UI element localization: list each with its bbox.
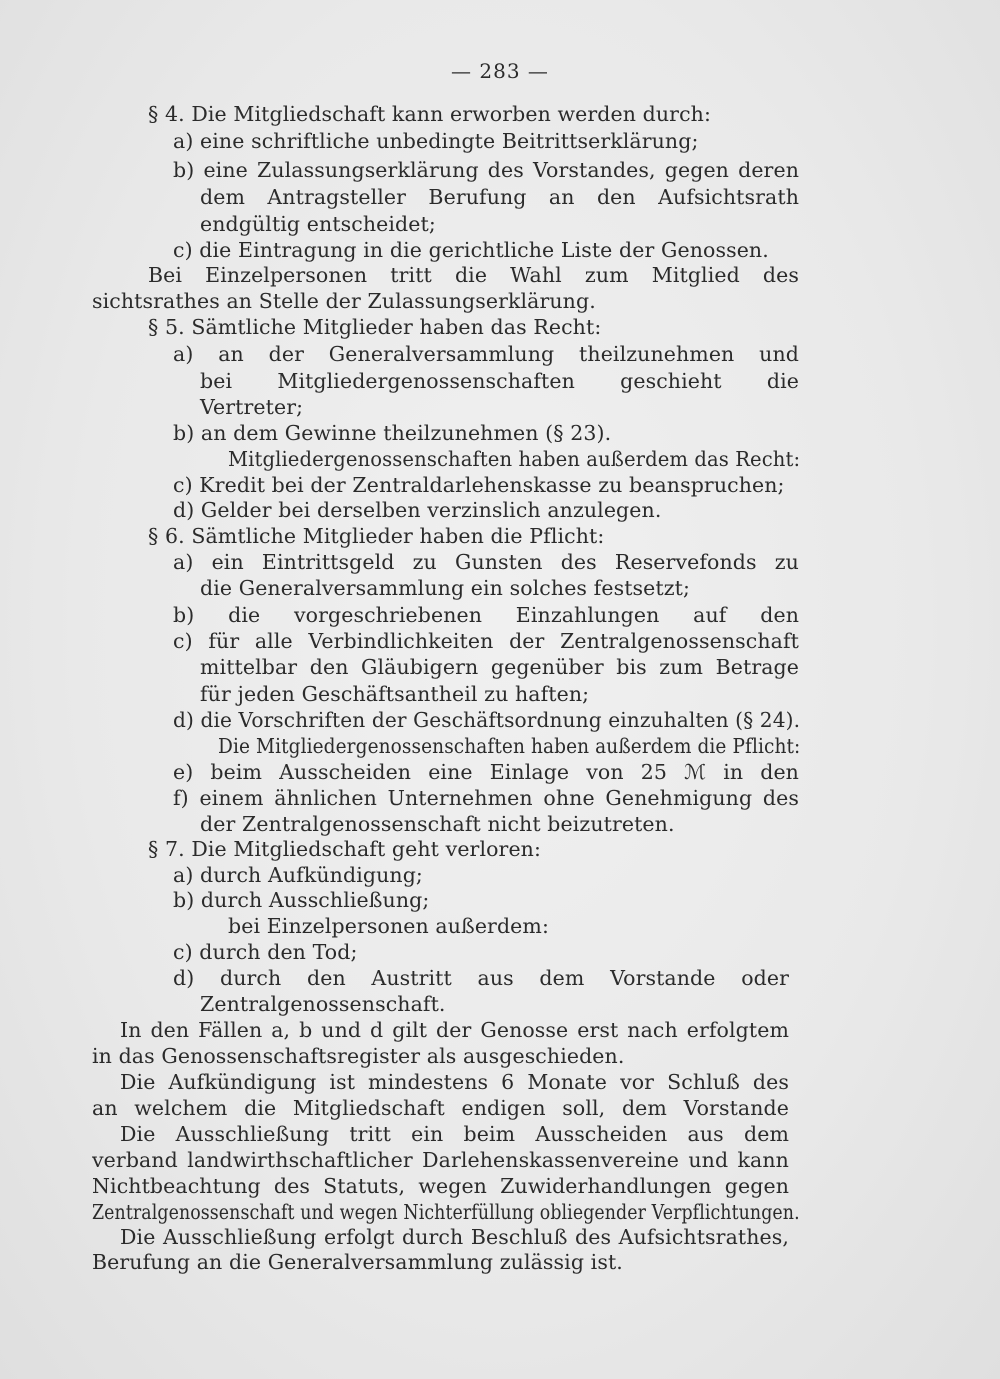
text-line: Die Ausschließung tritt ein beim Ausscheiden aus dem bbox=[120, 1122, 789, 1146]
text-line: d) Gelder bei derselben verzinslich anzulegen. bbox=[173, 498, 662, 522]
section-5-heading: § 5. Sämtliche Mitglieder haben das Recht: bbox=[148, 315, 602, 339]
text-line: c) die Eintragung in die gerichtliche Liste der Genossen. bbox=[173, 238, 769, 262]
text-line: a) ein Eintrittsgeld zu Gunsten des Reservefonds zu bbox=[173, 550, 799, 574]
text-line: der Zentralgenossenschaft nicht beizutreten. bbox=[200, 812, 675, 836]
text-line: a) durch Aufkündigung; bbox=[173, 863, 423, 887]
section-7-heading: § 7. Die Mitgliedschaft geht verloren: bbox=[148, 837, 541, 861]
text-line: Bei Einzelpersonen tritt die Wahl zum Mitglied des bbox=[148, 263, 799, 287]
text-line: c) durch den Tod; bbox=[173, 940, 358, 964]
text-line: b) die vorgeschriebenen Einzahlungen auf den bbox=[173, 603, 799, 627]
text-line: a) an der Generalversammlung theilzunehmen und bbox=[173, 342, 799, 366]
text-line: a) eine schriftliche unbedingte Beitrittserklärung; bbox=[173, 129, 699, 153]
text-line: bei Einzelpersonen außerdem: bbox=[228, 914, 549, 938]
text-line: b) an dem Gewinne theilzunehmen (§ 23). bbox=[173, 421, 612, 445]
text-line: bei Mitgliedergenossenschaften geschieht die bbox=[200, 369, 799, 393]
text-line: endgültig entscheidet; bbox=[200, 212, 436, 236]
text-line: Zentralgenossenschaft und wegen Nichterfüllung obliegender Verpflichtungen. bbox=[92, 1200, 800, 1224]
section-6-heading: § 6. Sämtliche Mitglieder haben die Pflicht: bbox=[148, 524, 605, 548]
text-line: sichtsrathes an Stelle der Zulassungserklärung. bbox=[92, 289, 596, 313]
text-line: in das Genossenschaftsregister als ausgeschieden. bbox=[92, 1044, 625, 1068]
text-line: e) beim Ausscheiden eine Einlage von 25 ℳ in den bbox=[173, 760, 799, 784]
text-line: In den Fällen a, b und d gilt der Genosse erst nach erfolgtem bbox=[120, 1018, 789, 1042]
text-line: Die Mitgliedergenossenschaften haben außerdem die Pflicht: bbox=[218, 734, 801, 758]
text-line: verband landwirthschaftlicher Darlehenskassenvereine und kann bbox=[92, 1148, 789, 1172]
section-4-heading: § 4. Die Mitgliedschaft kann erworben werden durch: bbox=[148, 102, 711, 126]
text-line: c) für alle Verbindlichkeiten der Zentralgenossenschaft bbox=[173, 629, 799, 653]
text-line: Die Ausschließung erfolgt durch Beschluß des Aufsichtsrathes, bbox=[120, 1225, 789, 1249]
page-number: — 283 — bbox=[451, 59, 549, 83]
text-line: Berufung an die Generalversammlung zulässig ist. bbox=[92, 1250, 623, 1274]
text-line: Vertreter; bbox=[200, 395, 304, 419]
text-line: Die Aufkündigung ist mindestens 6 Monate vor Schluß des bbox=[120, 1070, 789, 1094]
text-line: f) einem ähnlichen Unternehmen ohne Genehmigung des bbox=[173, 786, 799, 810]
text-line: die Generalversammlung ein solches festsetzt; bbox=[200, 576, 690, 600]
text-line: c) Kredit bei der Zentraldarlehenskasse zu beanspruchen; bbox=[173, 473, 785, 497]
text-line: Nichtbeachtung des Statuts, wegen Zuwiderhandlungen gegen bbox=[92, 1174, 789, 1198]
text-line: für jeden Geschäftsantheil zu haften; bbox=[200, 682, 590, 706]
text-line: b) durch Ausschließung; bbox=[173, 888, 430, 912]
text-line: dem Antragsteller Berufung an den Aufsichtsrath bbox=[200, 185, 799, 209]
text-line: Zentralgenossenschaft. bbox=[200, 992, 446, 1016]
text-line: d) durch den Austritt aus dem Vorstande oder bbox=[173, 966, 789, 990]
text-line: an welchem die Mitgliedschaft endigen soll, dem Vorstande bbox=[92, 1096, 789, 1120]
text-line: Mitgliedergenossenschaften haben außerdem das Recht: bbox=[228, 447, 801, 471]
text-line: d) die Vorschriften der Geschäftsordnung einzuhalten (§ 24). bbox=[173, 708, 801, 732]
text-line: b) eine Zulassungserklärung des Vorstandes, gegen deren bbox=[173, 158, 799, 182]
text-line: mittelbar den Gläubigern gegenüber bis zum Betrage bbox=[200, 655, 799, 679]
